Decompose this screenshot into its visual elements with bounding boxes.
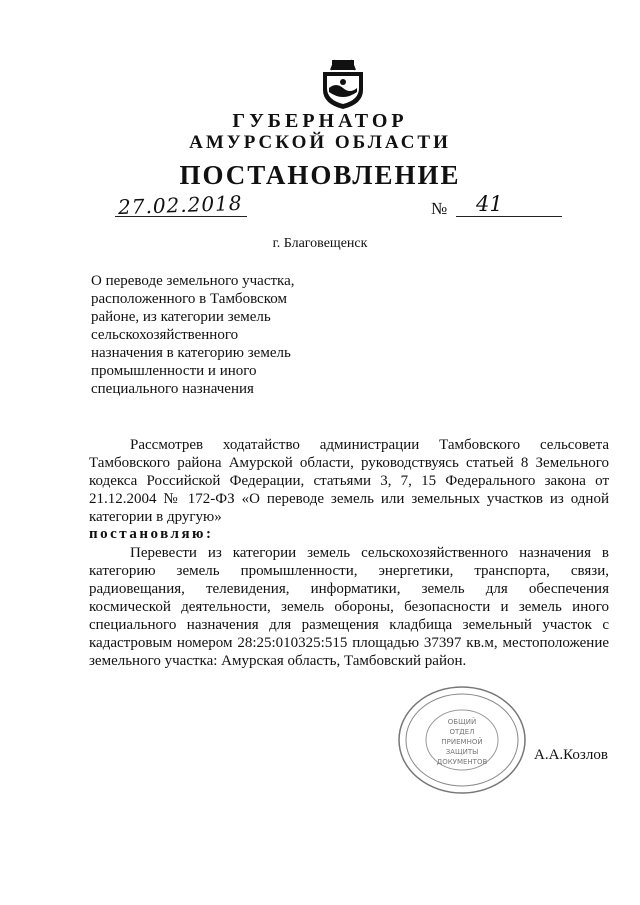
date-underline: [115, 216, 247, 217]
decree-word: постановляю:: [89, 526, 214, 542]
paragraph-line: категории в другую»: [89, 509, 222, 525]
subject-line: промышленности и иного: [91, 363, 257, 379]
subject-line: назначения в категорию земель: [91, 345, 291, 361]
paragraph-line: Перевести из категории земель сельскохозяйственного назначения в: [130, 545, 609, 561]
number-underline: [456, 216, 562, 217]
paragraph-line: категорию земель промышленности, энергетики, транспорта, связи,: [89, 563, 609, 579]
subject-line: районе, из категории земель: [91, 309, 271, 325]
stamp-text: ДОКУМЕНТОВ: [436, 758, 488, 766]
stamp-text: ОБЩИЙ: [447, 718, 477, 726]
preamble-paragraph: [89, 436, 609, 526]
city-name: г. Благовещенск: [272, 236, 368, 251]
paragraph-line: Рассмотрев ходатайство администрации Тамбовского сельсовета: [130, 437, 609, 453]
paragraph-line: Тамбовского района Амурской области, руководствуясь статьей 8 Земельного: [89, 455, 609, 471]
stamp-text: ОТДЕЛ: [449, 728, 475, 736]
signatory-name: А.А.Козлов: [534, 747, 608, 763]
paragraph-line: кадастровым номером 28:25:010325:515 площадью 37397 кв.м, местоположение: [89, 635, 609, 651]
document-subject: [91, 272, 341, 398]
subject-line: специального назначения: [91, 381, 254, 397]
paragraph-line: кодекса Российской Федерации, статьями 3, 7, 15 Федерального закона от: [89, 473, 609, 489]
paragraph-line: 21.12.2004 № 172-ФЗ «О переводе земель или земельных участков из одной: [89, 491, 609, 507]
paragraph-line: космической деятельности, земель обороны, безопасности и земель иного: [89, 599, 609, 615]
title-region: АМУРСКОЙ ОБЛАСТИ: [189, 132, 451, 153]
paragraph-line: специального назначения для размещения кладбища земельный участок с: [89, 617, 609, 633]
document-date: 27.02.2018: [117, 190, 243, 220]
official-stamp-icon: [396, 684, 528, 796]
document-type: ПОСТАНОВЛЕНИЕ: [179, 160, 461, 190]
number-label: №: [431, 199, 448, 218]
subject-line: сельскохозяйственного: [91, 327, 239, 343]
stamp-text: ЗАЩИТЫ: [445, 748, 479, 756]
paragraph-line: радиовещания, телевидения, информатики, земель для обеспечения: [89, 581, 609, 597]
coat-of-arms-icon: [318, 58, 368, 110]
document-number: 41: [476, 192, 503, 216]
title-governor: ГУБЕРНАТОР: [232, 110, 408, 132]
paragraph-line: земельного участка: Амурская область, Тамбовский район.: [89, 653, 467, 669]
subject-line: О переводе земельного участка,: [91, 273, 295, 289]
subject-line: расположенного в Тамбовском: [91, 291, 287, 307]
operative-paragraph: [89, 544, 609, 670]
stamp-text: ПРИЕМНОЙ: [441, 738, 483, 746]
